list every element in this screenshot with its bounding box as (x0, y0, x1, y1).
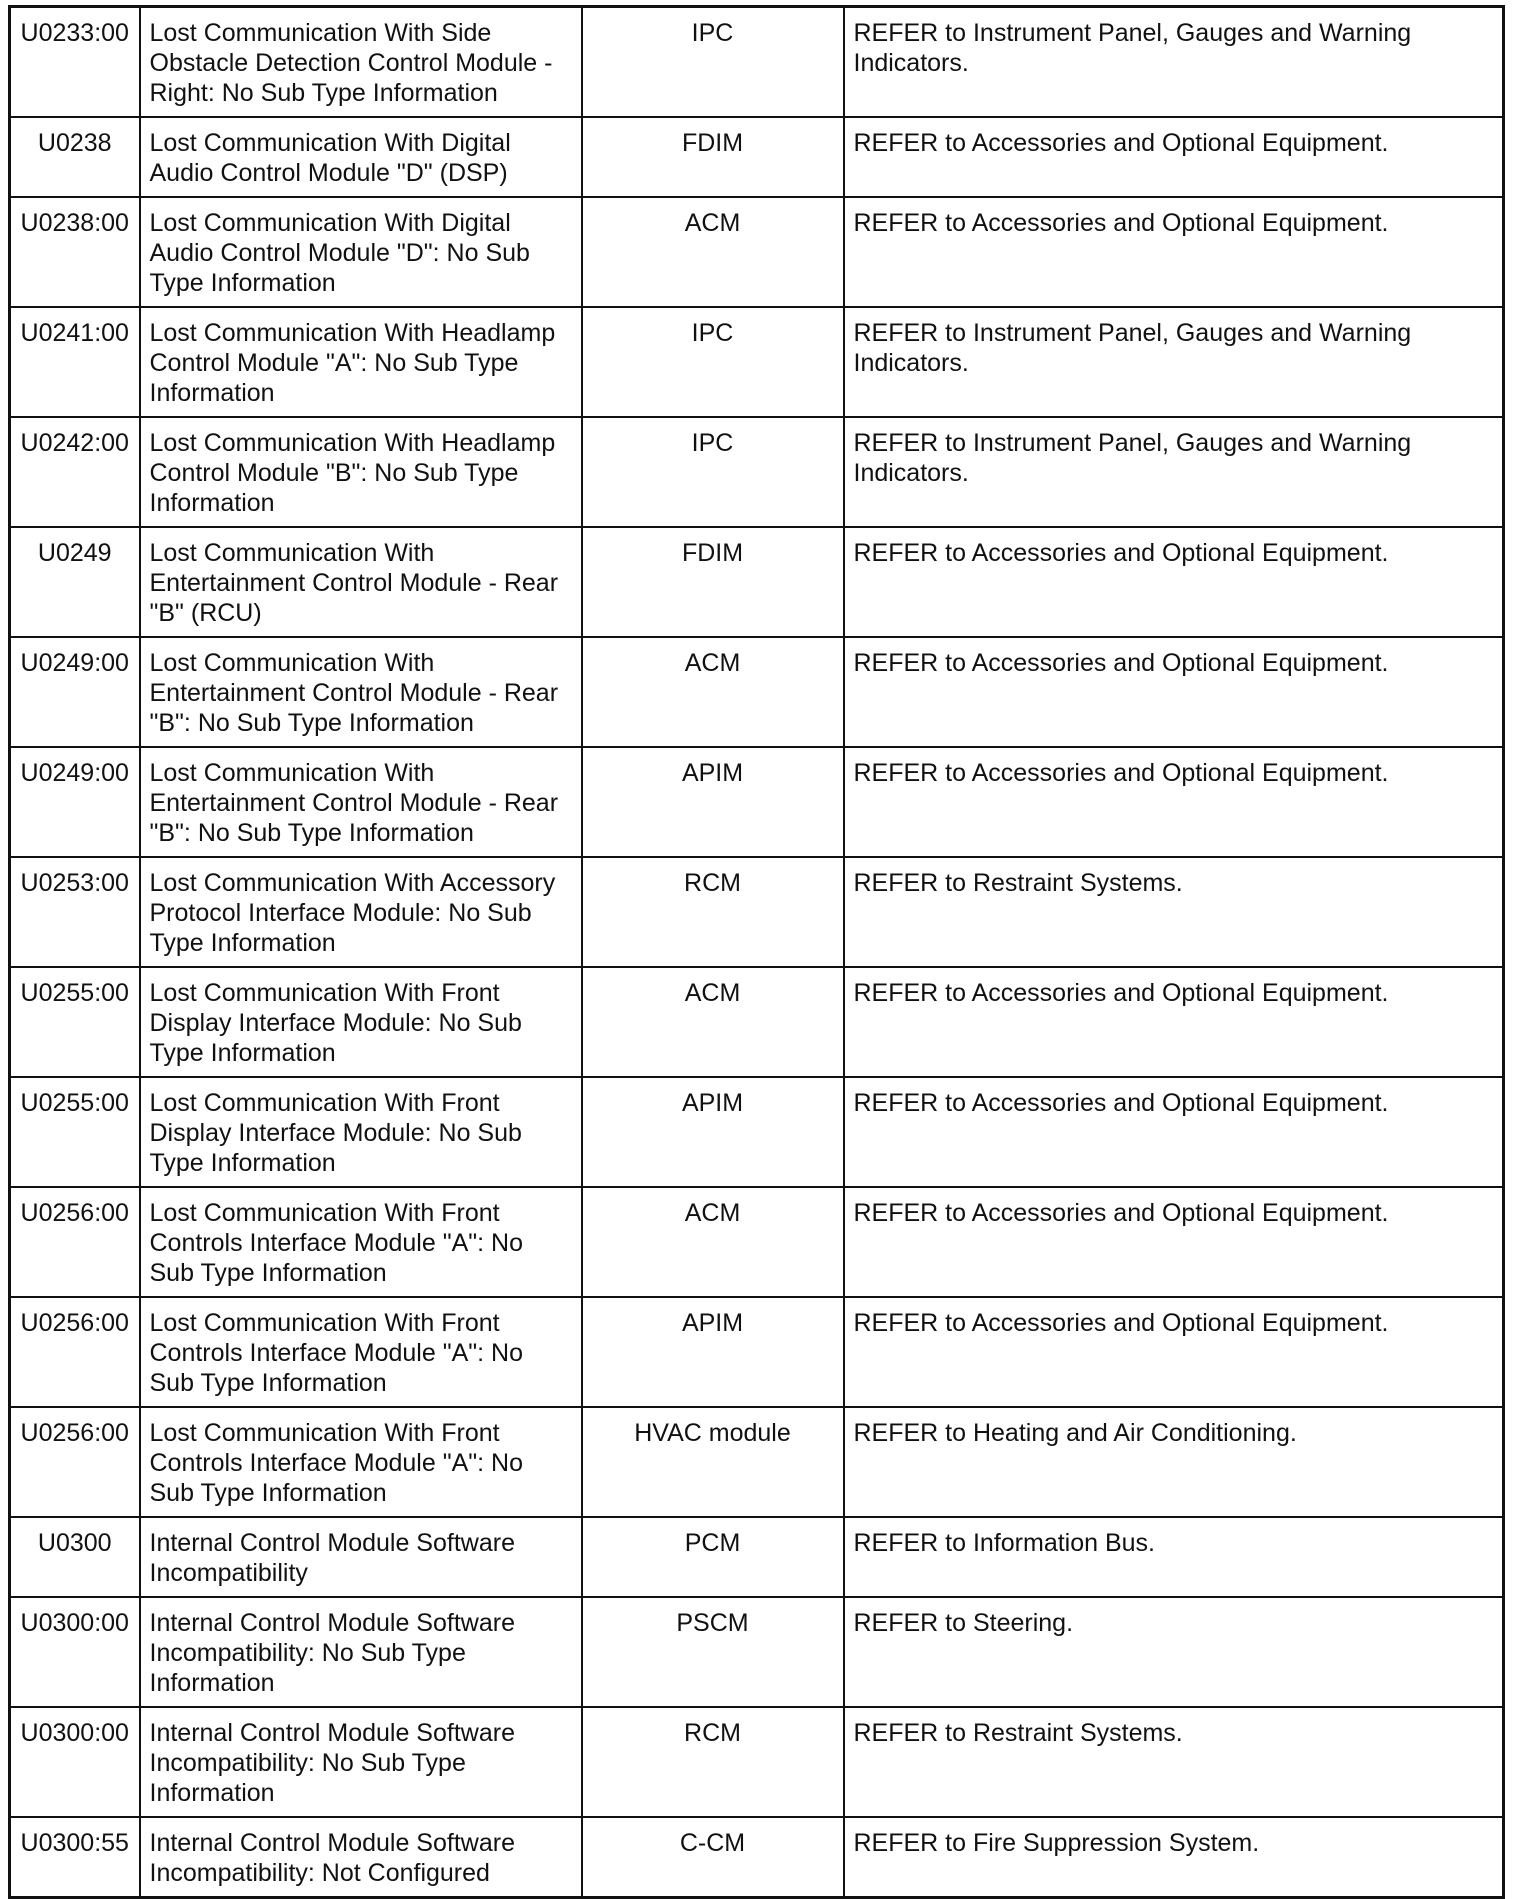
table-row (10, 417, 1504, 527)
dtc-code: U0300 (10, 1517, 140, 1597)
dtc-code: U0300:00 (10, 1707, 140, 1817)
table-row (10, 1407, 1504, 1517)
module-name: ACM (582, 637, 844, 747)
table-row (10, 117, 1504, 197)
table-row (10, 747, 1504, 857)
table-row (10, 857, 1504, 967)
dtc-table-container (8, 5, 1502, 1899)
module-name: IPC (582, 307, 844, 417)
module-name: IPC (582, 7, 844, 118)
module-name: APIM (582, 1077, 844, 1187)
module-name: IPC (582, 417, 844, 527)
table-row (10, 1517, 1504, 1597)
module-name: PCM (582, 1517, 844, 1597)
dtc-description: Lost Communication With Entertainment Control Module - Rear "B": No Sub Type Information (140, 747, 582, 857)
dtc-description: Lost Communication With Front Display Interface Module: No Sub Type Information (140, 967, 582, 1077)
module-name: ACM (582, 197, 844, 307)
action-text: REFER to Accessories and Optional Equipment. (844, 637, 1504, 747)
action-text: REFER to Heating and Air Conditioning. (844, 1407, 1504, 1517)
dtc-code: U0249:00 (10, 747, 140, 857)
table-row (10, 1817, 1504, 1898)
dtc-description: Lost Communication With Front Controls Interface Module "A": No Sub Type Information (140, 1297, 582, 1407)
dtc-description: Lost Communication With Entertainment Control Module - Rear "B" (RCU) (140, 527, 582, 637)
action-text: REFER to Instrument Panel, Gauges and Warning Indicators. (844, 307, 1504, 417)
module-name: APIM (582, 747, 844, 857)
dtc-description: Internal Control Module Software Incompatibility: No Sub Type Information (140, 1597, 582, 1707)
dtc-code: U0242:00 (10, 417, 140, 527)
dtc-description: Internal Control Module Software Incompatibility: No Sub Type Information (140, 1707, 582, 1817)
dtc-description: Lost Communication With Front Controls Interface Module "A": No Sub Type Information (140, 1407, 582, 1517)
table-row (10, 7, 1504, 118)
table-row (10, 637, 1504, 747)
dtc-description: Lost Communication With Headlamp Control Module "B": No Sub Type Information (140, 417, 582, 527)
dtc-description: Lost Communication With Digital Audio Control Module "D" (DSP) (140, 117, 582, 197)
table-row (10, 307, 1504, 417)
dtc-description: Internal Control Module Software Incompatibility (140, 1517, 582, 1597)
dtc-code: U0238 (10, 117, 140, 197)
action-text: REFER to Instrument Panel, Gauges and Warning Indicators. (844, 7, 1504, 118)
dtc-table (8, 5, 1505, 1899)
module-name: APIM (582, 1297, 844, 1407)
table-row (10, 1597, 1504, 1707)
action-text: REFER to Restraint Systems. (844, 1707, 1504, 1817)
dtc-code: U0300:55 (10, 1817, 140, 1898)
dtc-code: U0255:00 (10, 967, 140, 1077)
dtc-code: U0256:00 (10, 1407, 140, 1517)
module-name: C-CM (582, 1817, 844, 1898)
dtc-code: U0255:00 (10, 1077, 140, 1187)
module-name: RCM (582, 1707, 844, 1817)
table-row (10, 197, 1504, 307)
table-row (10, 1077, 1504, 1187)
dtc-description: Lost Communication With Front Controls Interface Module "A": No Sub Type Information (140, 1187, 582, 1297)
dtc-code: U0253:00 (10, 857, 140, 967)
dtc-description: Internal Control Module Software Incompatibility: Not Configured (140, 1817, 582, 1898)
module-name: HVAC module (582, 1407, 844, 1517)
dtc-description: Lost Communication With Side Obstacle Detection Control Module - Right: No Sub Type Information (140, 7, 582, 118)
action-text: REFER to Information Bus. (844, 1517, 1504, 1597)
dtc-description: Lost Communication With Front Display Interface Module: No Sub Type Information (140, 1077, 582, 1187)
action-text: REFER to Accessories and Optional Equipment. (844, 1187, 1504, 1297)
module-name: FDIM (582, 527, 844, 637)
dtc-description: Lost Communication With Accessory Protocol Interface Module: No Sub Type Information (140, 857, 582, 967)
action-text: REFER to Instrument Panel, Gauges and Warning Indicators. (844, 417, 1504, 527)
table-row (10, 527, 1504, 637)
dtc-code: U0241:00 (10, 307, 140, 417)
table-row (10, 1707, 1504, 1817)
dtc-code: U0256:00 (10, 1297, 140, 1407)
action-text: REFER to Accessories and Optional Equipment. (844, 527, 1504, 637)
dtc-code: U0249 (10, 527, 140, 637)
module-name: ACM (582, 967, 844, 1077)
action-text: REFER to Steering. (844, 1597, 1504, 1707)
table-row (10, 1187, 1504, 1297)
table-row (10, 1297, 1504, 1407)
dtc-description: Lost Communication With Digital Audio Control Module "D": No Sub Type Information (140, 197, 582, 307)
table-row (10, 967, 1504, 1077)
action-text: REFER to Accessories and Optional Equipment. (844, 967, 1504, 1077)
dtc-code: U0300:00 (10, 1597, 140, 1707)
module-name: ACM (582, 1187, 844, 1297)
action-text: REFER to Restraint Systems. (844, 857, 1504, 967)
dtc-code: U0249:00 (10, 637, 140, 747)
module-name: PSCM (582, 1597, 844, 1707)
dtc-description: Lost Communication With Headlamp Control Module "A": No Sub Type Information (140, 307, 582, 417)
action-text: REFER to Accessories and Optional Equipment. (844, 747, 1504, 857)
action-text: REFER to Fire Suppression System. (844, 1817, 1504, 1898)
dtc-code: U0233:00 (10, 7, 140, 118)
dtc-code: U0238:00 (10, 197, 140, 307)
module-name: RCM (582, 857, 844, 967)
action-text: REFER to Accessories and Optional Equipment. (844, 1297, 1504, 1407)
action-text: REFER to Accessories and Optional Equipment. (844, 197, 1504, 307)
action-text: REFER to Accessories and Optional Equipment. (844, 117, 1504, 197)
action-text: REFER to Accessories and Optional Equipment. (844, 1077, 1504, 1187)
module-name: FDIM (582, 117, 844, 197)
dtc-description: Lost Communication With Entertainment Control Module - Rear "B": No Sub Type Information (140, 637, 582, 747)
dtc-code: U0256:00 (10, 1187, 140, 1297)
